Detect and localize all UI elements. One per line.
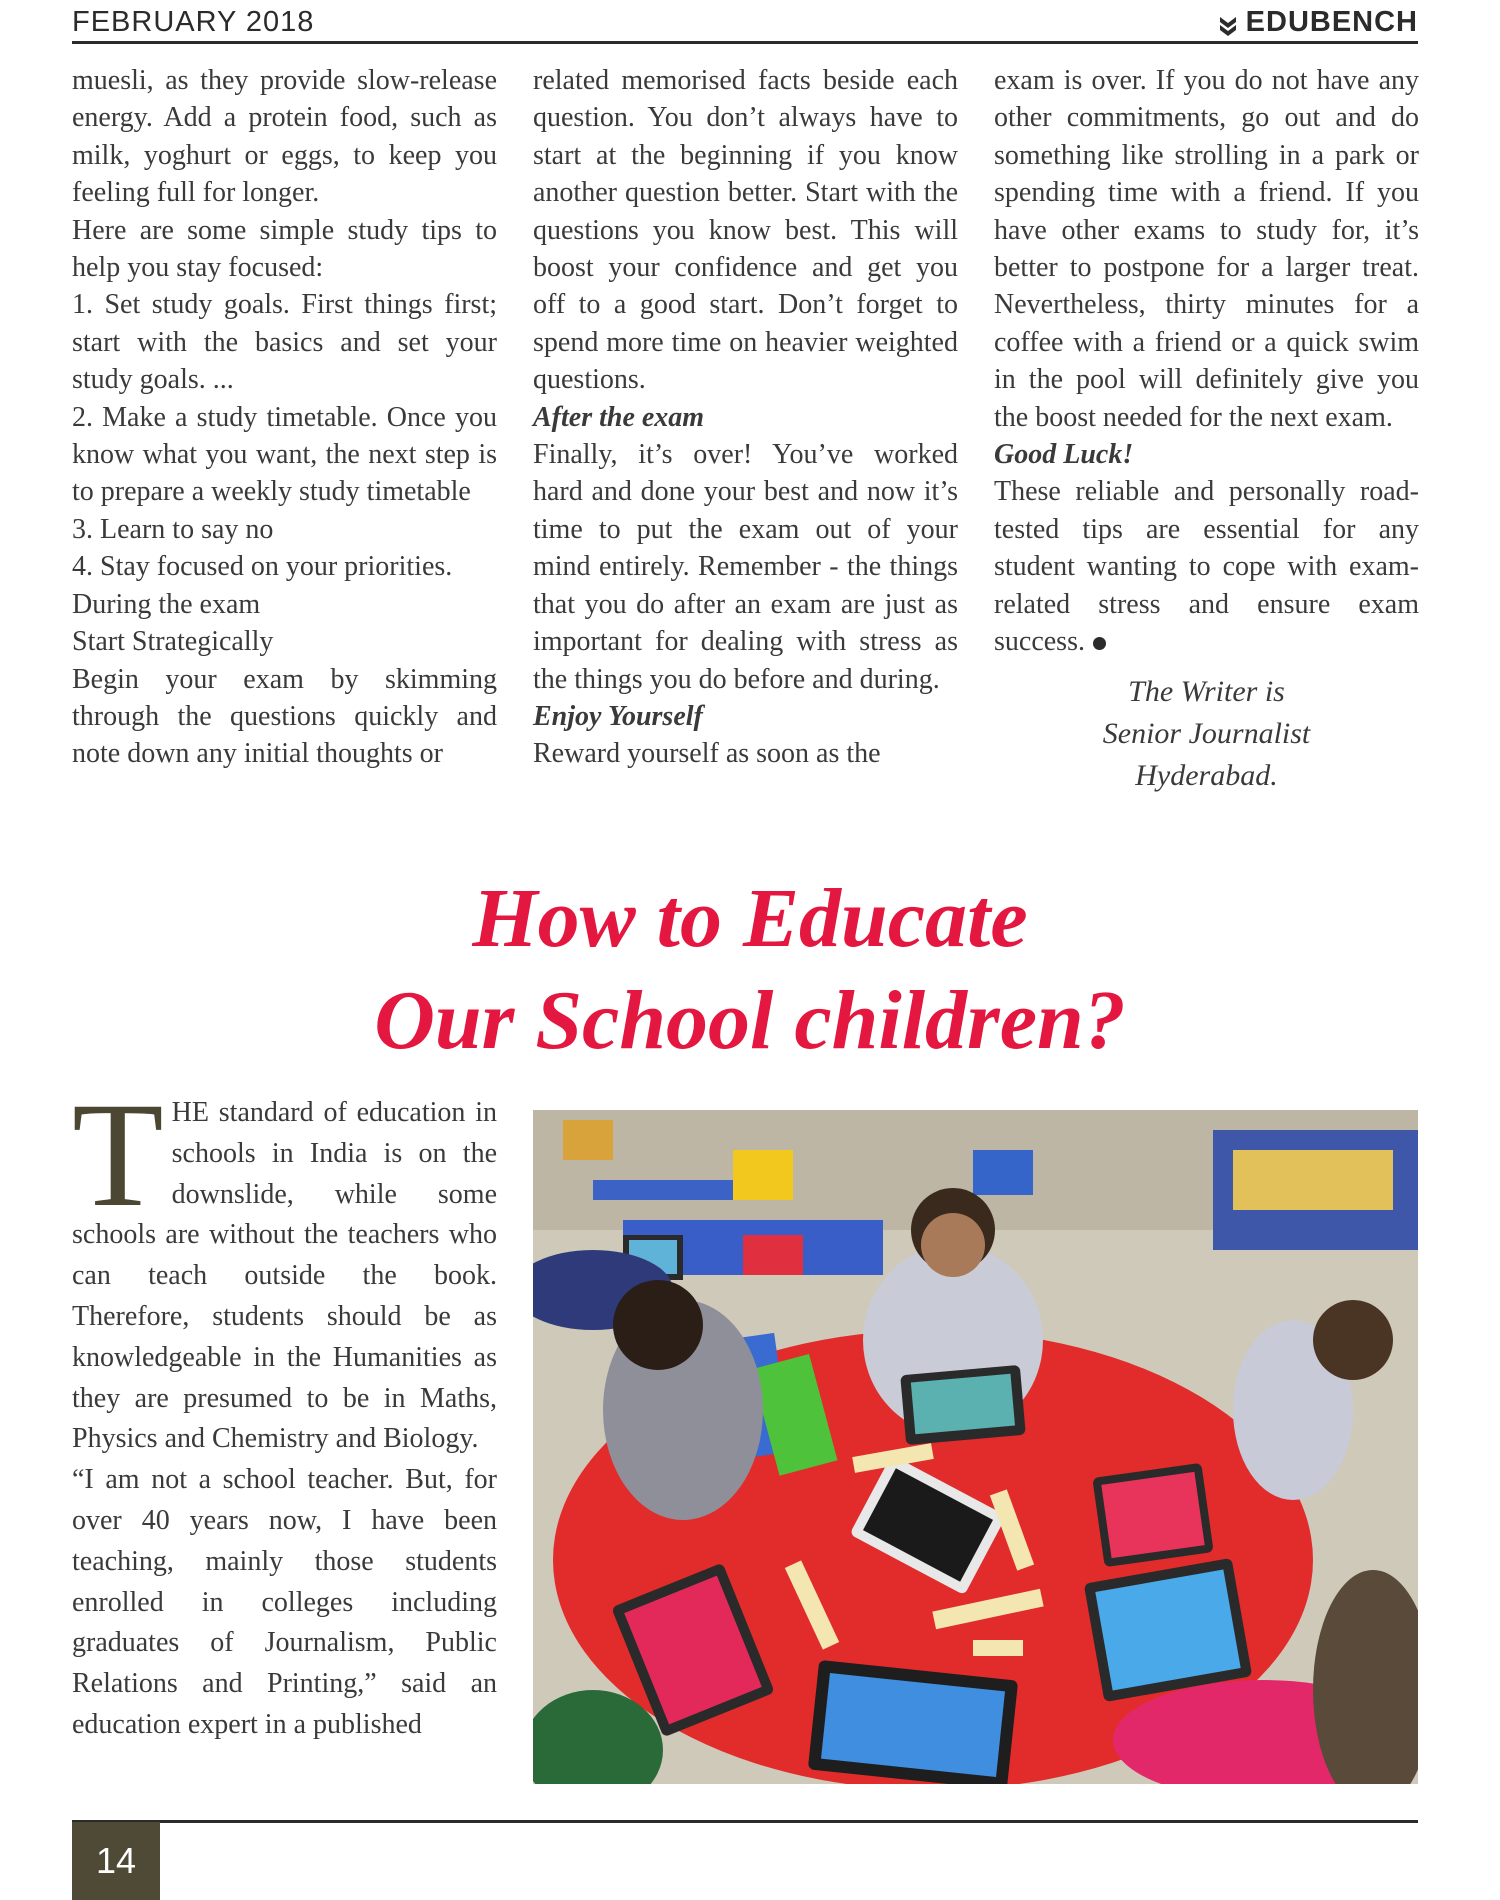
writer-line: Hyderabad. (1135, 758, 1278, 792)
brand-name (1218, 8, 1418, 37)
paragraph: 4. Stay focused on your priorities. (72, 551, 453, 583)
column-3 (994, 62, 1419, 797)
footer-rule (72, 1820, 1418, 1823)
paragraph: During the exam (72, 588, 261, 620)
classroom-photo (533, 1110, 1418, 1784)
previous-article-columns (72, 62, 1418, 852)
paragraph: exam is over. If you do not have any other commitments, go out and do something like strolling in a park or spending time with a friend. If you have other exams to study for, it’s better to postpone for a larger treat. Nevertheless, thirty minutes for a coffee with a friend or a quick swim in the pool will definitely give you the boost needed for the next exam. (994, 65, 1419, 433)
paragraph: 1. Set study goals. First things first; start with the basics and set your study goals. ... (72, 289, 497, 396)
paragraph: related memorised facts beside each question. You don’t always have to start at the beginning if you know another question better. Start with the questions you know best. This will boost your confidence and get you off to a good start. Don’t forget to spend more time on heavier weighted questions. (533, 65, 958, 396)
writer-line: Senior Journalist (1102, 716, 1311, 750)
closing-text: These reliable and personally road-tested tips are essential for any student wanting to cope with exam-related stress and ensure exam success. (994, 476, 1419, 658)
page-number-box (72, 1822, 160, 1900)
article-body (72, 1072, 497, 1746)
title-line: Our School children? (374, 974, 1126, 1067)
paragraph: Start Strategically (72, 626, 274, 658)
paragraph: Here are some simple study tips to help you stay focused: (72, 214, 497, 284)
writer-credit (994, 671, 1419, 797)
page-header (72, 0, 1418, 44)
drop-cap: T (72, 1072, 164, 1238)
paragraph: Reward yourself as soon as the (533, 738, 881, 770)
classroom-illustration (533, 1110, 1418, 1784)
column-2 (533, 62, 958, 773)
article-title (0, 868, 1500, 1072)
brand-label: EDUBENCH (1245, 6, 1418, 38)
writer-line: The Writer is (1128, 674, 1285, 708)
page-number: 14 (95, 1840, 137, 1881)
subheading-good-luck: Good Luck! (994, 439, 1134, 471)
title-line: How to Educate (472, 872, 1028, 965)
paragraph: 3. Learn to say no (72, 513, 274, 545)
paragraph: 2. Make a study timetable. Once you know what you want, the next step is to prepare a weekly study timetable (72, 401, 497, 508)
paragraph: “I am not a school teacher. But, for over 40 years now, I have been teaching, mainly those students enrolled in colleges including graduates of Journalism, Public Relations and Printing,” said an education expert in a published (72, 1464, 497, 1740)
issue-date: FEBRUARY 2018 (72, 6, 315, 38)
subheading-after-exam: After the exam (533, 401, 705, 433)
end-bullet-icon (1093, 637, 1106, 650)
paragraph: Finally, it’s over! You’ve worked hard and done your best and now it’s time to put the exam out of your mind entirely. Remember - the things that you do after an exam are just as important for dealing with stress as the things you do before and during. (533, 439, 958, 695)
paragraph (994, 473, 1419, 660)
column-1 (72, 62, 497, 773)
paragraph: muesli, as they provide slow-release energy. Add a protein food, such as milk, yoghurt or eggs, to keep you feeling full for longer. (72, 65, 497, 209)
chevron-logo-icon (1218, 15, 1238, 37)
lead-text: HE standard of education in schools in India is on the downslide, while some schools are without the teachers who can teach outside the book. Therefore, students should be as knowledgeable in the Humanities as they are presumed to be in Maths, Physics and Chemistry and Biology. (72, 1097, 497, 1455)
paragraph (72, 1072, 497, 1460)
paragraph: Begin your exam by skimming through the questions quickly and note down any initial thoughts or (72, 663, 497, 770)
subheading-enjoy-yourself: Enjoy Yourself (533, 700, 703, 732)
